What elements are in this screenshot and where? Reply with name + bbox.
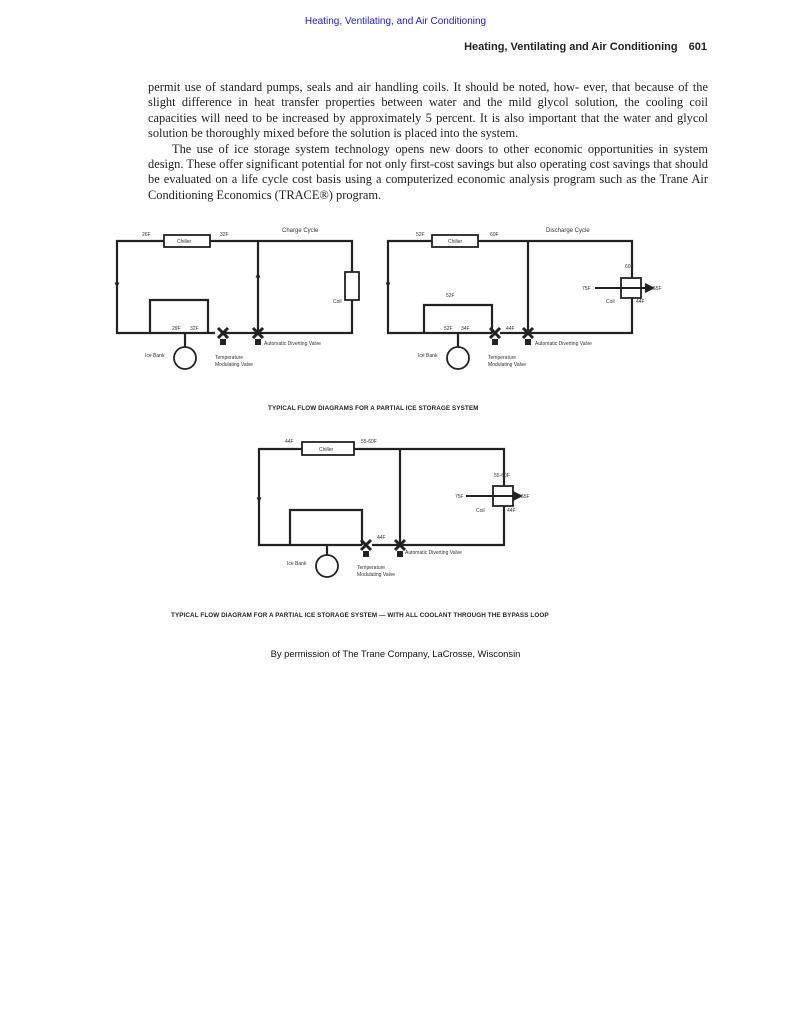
bypass-t-in: 44F xyxy=(285,439,294,445)
discharge-t-air-in: 75F xyxy=(582,286,591,292)
bypass-chiller-label: Chiller xyxy=(319,447,334,453)
discharge-bank-loop xyxy=(424,305,492,333)
discharge-title: Discharge Cycle xyxy=(546,228,590,234)
figure-caption-bottom: TYPICAL FLOW DIAGRAM FOR A PARTIAL ICE STORAGE SYSTEM — WITH ALL COOLANT THROUGH THE BYPASS LOOP xyxy=(171,612,549,619)
bypass-mixing-actuator xyxy=(363,551,369,557)
bypass-coil-label: Coil xyxy=(476,508,485,514)
bypass-loop-diagram xyxy=(259,439,530,578)
bypass-pipe-left xyxy=(259,449,362,545)
bypass-valve-label: Automatic Diverting Valve xyxy=(405,550,462,556)
bypass-temp-valve-1: Temperature xyxy=(357,565,386,571)
charge-pipe-top xyxy=(210,241,352,272)
paragraph-2: The use of ice storage system technology opens new doors to other economic opportunities in system design. These offer significant potential for not only first-cost savings but also operating cost savings that should be evaluated on a life cycle cost basis using a computerized economic analysis program such as the Trane Air Conditioning Economics (TRACE®) program. xyxy=(148,141,708,202)
charge-t-mix: 32F xyxy=(190,326,199,332)
discharge-chiller-label: Chiller xyxy=(448,239,463,245)
charge-cycle-diagram xyxy=(117,228,359,369)
discharge-temp-valve-2: Modulating Valve xyxy=(488,362,526,368)
discharge-ice-bank-label: Ice Bank xyxy=(418,353,438,359)
discharge-t-bank-in: 52F xyxy=(444,326,453,332)
discharge-t-coil-in: 60F xyxy=(625,264,634,270)
charge-temp-valve-1: Temperature xyxy=(215,355,244,361)
charge-valve-label: Automatic Diverting Valve xyxy=(264,341,321,347)
bypass-t-air-in: 75F xyxy=(455,494,464,500)
charge-chiller-label: Chiller xyxy=(177,239,192,245)
bypass-diverting-actuator xyxy=(397,551,403,557)
bypass-t-out: 55-60F xyxy=(361,439,377,445)
page-number: 601 xyxy=(688,41,707,53)
bypass-t-mix: 44F xyxy=(377,535,386,541)
bypass-t-coil-in: 55-60F xyxy=(494,473,510,479)
discharge-pipe-left xyxy=(388,241,492,333)
discharge-mixing-actuator xyxy=(492,339,498,345)
charge-t-in: 26F xyxy=(142,232,151,238)
discharge-t-bank-out: 34F xyxy=(461,326,470,332)
discharge-t-air-out: 55F xyxy=(653,286,662,292)
running-title: Heating, Ventilating and Air Conditioning xyxy=(464,41,678,53)
bypass-t-air-out: 55F xyxy=(521,494,530,500)
charge-t-bank-out: 29F xyxy=(172,326,181,332)
discharge-t-mix: 44F xyxy=(506,326,515,332)
bypass-t-coil-out: 44F xyxy=(507,508,516,514)
discharge-diverting-actuator xyxy=(525,339,531,345)
top-header-link[interactable]: Heating, Ventilating, and Air Conditioning xyxy=(304,16,487,27)
bypass-bank-loop xyxy=(290,510,362,545)
charge-mixing-actuator xyxy=(220,339,226,345)
discharge-cycle-diagram xyxy=(388,228,662,369)
charge-title: Charge Cycle xyxy=(282,228,319,234)
discharge-coil-label: Coil xyxy=(606,299,615,305)
charge-t-out: 32F xyxy=(220,232,229,238)
discharge-valve-label: Automatic Diverting Valve xyxy=(535,341,592,347)
charge-coil-label: Coil xyxy=(333,299,342,305)
bypass-ice-bank xyxy=(316,555,338,577)
charge-ice-bank xyxy=(174,347,196,369)
charge-ice-bank-label: Ice Bank xyxy=(145,353,165,359)
discharge-t-in: 52F xyxy=(416,232,425,238)
discharge-t-bypass: 52F xyxy=(446,293,455,299)
bypass-ice-bank-label: Ice Bank xyxy=(287,561,307,567)
credit-line: By permission of The Trane Company, LaCrosse, Wisconsin xyxy=(270,648,521,659)
paragraph-1: permit use of standard pumps, seals and air handling coils. It should be noted, how- ever, that because of the slight difference in heat transfer properties between water and the mild glycol solution, the cooling coil capacities will need to be increased by approximately 5 percent. It is also important that the water and glycol solution be thoroughly mixed before the solution is placed into the system. xyxy=(148,80,708,141)
charge-coil xyxy=(345,272,359,300)
charge-diverting-actuator xyxy=(255,339,261,345)
figure-caption-top: TYPICAL FLOW DIAGRAMS FOR A PARTIAL ICE STORAGE SYSTEM xyxy=(268,405,479,412)
charge-temp-valve-2: Modulating Valve xyxy=(215,362,253,368)
bypass-temp-valve-2: Modulating Valve xyxy=(357,572,395,578)
discharge-temp-valve-1: Temperature xyxy=(488,355,517,361)
charge-pipe-left xyxy=(117,241,215,333)
discharge-t-coil-out: 44F xyxy=(636,299,645,305)
discharge-t-out: 60F xyxy=(490,232,499,238)
discharge-ice-bank xyxy=(447,347,469,369)
